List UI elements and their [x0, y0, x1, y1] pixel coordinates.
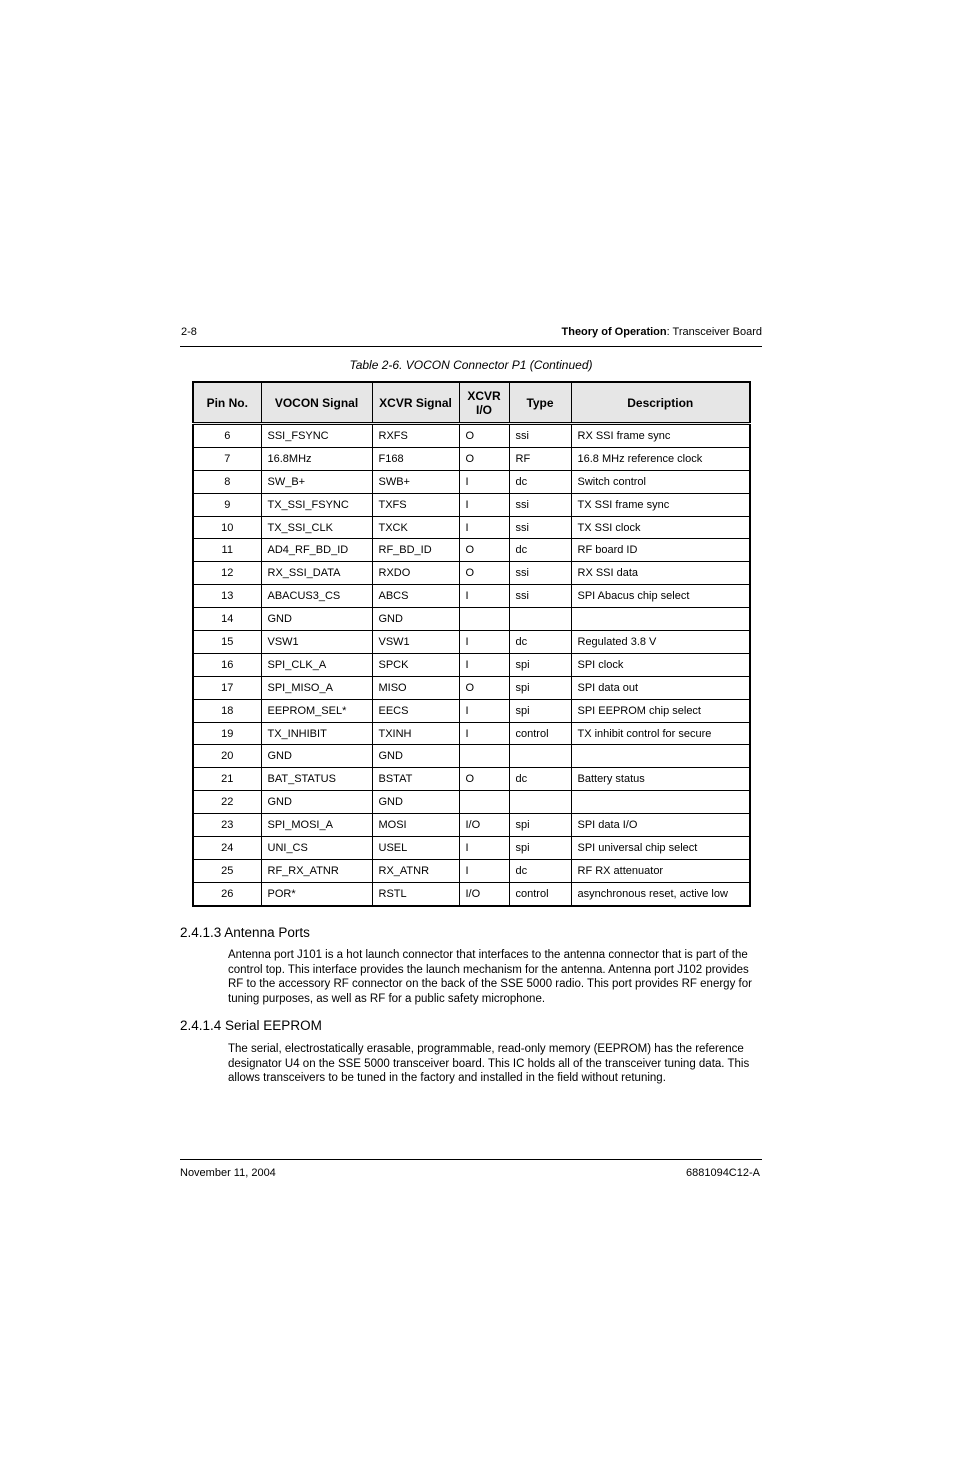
xcvr-io-cell: O: [459, 676, 509, 699]
vocon-signal-cell: VSW1: [261, 631, 372, 654]
pin-no-cell: 17: [193, 676, 261, 699]
table-row: [193, 447, 750, 470]
type-cell: spi: [509, 699, 571, 722]
table-header-row: [193, 382, 750, 424]
pin-no-cell: 26: [193, 882, 261, 905]
xcvr-signal-cell: F168: [372, 447, 459, 470]
type-cell: control: [509, 722, 571, 745]
pin-no-cell: 11: [193, 539, 261, 562]
xcvr-io-cell: [459, 791, 509, 814]
pin-no-cell: 12: [193, 562, 261, 585]
xcvr-io-cell: I/O: [459, 814, 509, 837]
xcvr-io-cell: I: [459, 585, 509, 608]
xcvr-signal-cell: ABCS: [372, 585, 459, 608]
description-cell: Battery status: [571, 768, 750, 791]
pin-no-cell: 18: [193, 699, 261, 722]
footer-rule: [180, 1159, 762, 1160]
running-header: [562, 326, 763, 338]
section-body-antenna-ports: Antenna port J101 is a hot launch connector that interfaces to the antenna connector that is part of the control top. This interface provides the launch mechanism for the antenna. Antenna port J102 provides RF to the accessory RF connector on the back of the SSE 5000 radio. This port provides RF energy for tuning purposes, as well as RF for a public safety microphone.: [228, 949, 752, 1006]
vocon-signal-cell: TX_SSI_FSYNC: [261, 493, 372, 516]
vocon-signal-cell: RX_SSI_DATA: [261, 562, 372, 585]
type-cell: ssi: [509, 585, 571, 608]
type-cell: spi: [509, 676, 571, 699]
xcvr-io-cell: [459, 608, 509, 631]
pin-no-cell: 21: [193, 768, 261, 791]
type-cell: ssi: [509, 424, 571, 448]
col-header-description: Description: [571, 382, 750, 424]
xcvr-signal-cell: TXFS: [372, 493, 459, 516]
table-row: [193, 676, 750, 699]
xcvr-signal-cell: MISO: [372, 676, 459, 699]
pin-no-cell: 14: [193, 608, 261, 631]
xcvr-signal-cell: RXDO: [372, 562, 459, 585]
type-cell: ssi: [509, 493, 571, 516]
col-header-xcvr-signal: XCVR Signal: [372, 382, 459, 424]
pin-no-cell: 22: [193, 791, 261, 814]
description-cell: TX SSI frame sync: [571, 493, 750, 516]
vocon-signal-cell: GND: [261, 791, 372, 814]
xcvr-signal-cell: USEL: [372, 837, 459, 860]
type-cell: dc: [509, 539, 571, 562]
vocon-signal-cell: SSI_FSYNC: [261, 424, 372, 448]
vocon-signal-cell: 16.8MHz: [261, 447, 372, 470]
description-cell: SPI EEPROM chip select: [571, 699, 750, 722]
vocon-signal-cell: UNI_CS: [261, 837, 372, 860]
section-body-serial-eeprom: The serial, electrostatically erasable, programmable, read-only memory (EEPROM) has the reference designator U4 on the SSE 5000 transceiver board. This IC holds all of the transceiver tuning data. This allows transceivers to be tuned in the factory and installed in the field without retuning.: [228, 1043, 750, 1085]
footer-date: November 11, 2004: [180, 1167, 276, 1179]
pin-no-cell: 15: [193, 631, 261, 654]
vocon-signal-cell: RF_RX_ATNR: [261, 859, 372, 882]
vocon-signal-cell: BAT_STATUS: [261, 768, 372, 791]
vocon-signal-cell: EEPROM_SEL*: [261, 699, 372, 722]
pin-no-cell: 24: [193, 837, 261, 860]
description-cell: SPI data I/O: [571, 814, 750, 837]
xcvr-io-cell: O: [459, 424, 509, 448]
col-header-xcvr-io: XCVR I/O: [459, 382, 509, 424]
xcvr-io-cell: I/O: [459, 882, 509, 905]
xcvr-signal-cell: TXCK: [372, 516, 459, 539]
vocon-signal-cell: SW_B+: [261, 470, 372, 493]
table-row: [193, 814, 750, 837]
xcvr-signal-cell: TXINH: [372, 722, 459, 745]
xcvr-io-cell: [459, 745, 509, 768]
section-heading-antenna-ports: 2.4.1.3 Antenna Ports: [180, 925, 310, 940]
pin-no-cell: 20: [193, 745, 261, 768]
table-row: [193, 516, 750, 539]
xcvr-io-cell: I: [459, 722, 509, 745]
description-cell: RX SSI frame sync: [571, 424, 750, 448]
description-cell: TX SSI clock: [571, 516, 750, 539]
table-row: [193, 470, 750, 493]
type-cell: dc: [509, 470, 571, 493]
vocon-signal-cell: TX_INHIBIT: [261, 722, 372, 745]
description-cell: [571, 745, 750, 768]
type-cell: control: [509, 882, 571, 905]
type-cell: RF: [509, 447, 571, 470]
xcvr-io-cell: O: [459, 562, 509, 585]
running-header-subsection: : Transceiver Board: [666, 326, 762, 338]
table-row: [193, 768, 750, 791]
xcvr-io-cell: I: [459, 516, 509, 539]
xcvr-signal-cell: BSTAT: [372, 768, 459, 791]
description-cell: [571, 791, 750, 814]
pin-no-cell: 25: [193, 859, 261, 882]
table-row: [193, 722, 750, 745]
vocon-signal-cell: SPI_MISO_A: [261, 676, 372, 699]
description-cell: TX inhibit control for secure: [571, 722, 750, 745]
xcvr-signal-cell: SWB+: [372, 470, 459, 493]
pin-no-cell: 19: [193, 722, 261, 745]
table-row: [193, 424, 750, 448]
table-row: [193, 837, 750, 860]
table-row: [193, 653, 750, 676]
vocon-connector-table: [192, 381, 751, 907]
xcvr-signal-cell: RF_BD_ID: [372, 539, 459, 562]
type-cell: [509, 791, 571, 814]
xcvr-signal-cell: RX_ATNR: [372, 859, 459, 882]
vocon-signal-cell: TX_SSI_CLK: [261, 516, 372, 539]
pin-no-cell: 23: [193, 814, 261, 837]
xcvr-io-cell: O: [459, 447, 509, 470]
table-row: [193, 699, 750, 722]
xcvr-io-cell: O: [459, 539, 509, 562]
description-cell: SPI clock: [571, 653, 750, 676]
table-row: [193, 585, 750, 608]
description-cell: SPI universal chip select: [571, 837, 750, 860]
type-cell: ssi: [509, 562, 571, 585]
xcvr-signal-cell: EECS: [372, 699, 459, 722]
vocon-signal-cell: SPI_MOSI_A: [261, 814, 372, 837]
xcvr-io-cell: I: [459, 653, 509, 676]
type-cell: dc: [509, 859, 571, 882]
pin-no-cell: 6: [193, 424, 261, 448]
type-cell: spi: [509, 837, 571, 860]
type-cell: dc: [509, 768, 571, 791]
type-cell: spi: [509, 814, 571, 837]
type-cell: spi: [509, 653, 571, 676]
table-row: [193, 562, 750, 585]
vocon-signal-cell: AD4_RF_BD_ID: [261, 539, 372, 562]
description-cell: 16.8 MHz reference clock: [571, 447, 750, 470]
vocon-signal-cell: POR*: [261, 882, 372, 905]
type-cell: [509, 745, 571, 768]
vocon-signal-cell: GND: [261, 745, 372, 768]
table-row: [193, 493, 750, 516]
xcvr-io-cell: I: [459, 493, 509, 516]
pin-no-cell: 13: [193, 585, 261, 608]
description-cell: asynchronous reset, active low: [571, 882, 750, 905]
xcvr-io-cell: I: [459, 837, 509, 860]
xcvr-io-cell: I: [459, 631, 509, 654]
description-cell: [571, 608, 750, 631]
description-cell: Switch control: [571, 470, 750, 493]
table-row: [193, 608, 750, 631]
table-row: [193, 631, 750, 654]
header-rule: [180, 346, 762, 347]
table-row: [193, 745, 750, 768]
xcvr-signal-cell: RSTL: [372, 882, 459, 905]
vocon-signal-cell: SPI_CLK_A: [261, 653, 372, 676]
table-row: [193, 859, 750, 882]
description-cell: Regulated 3.8 V: [571, 631, 750, 654]
running-header-section: Theory of Operation: [561, 326, 667, 338]
description-cell: SPI Abacus chip select: [571, 585, 750, 608]
xcvr-io-cell: I: [459, 859, 509, 882]
table-caption: Table 2-6. VOCON Connector P1 (Continued): [349, 358, 593, 372]
xcvr-io-cell: I: [459, 699, 509, 722]
xcvr-io-cell: I: [459, 470, 509, 493]
vocon-signal-cell: GND: [261, 608, 372, 631]
footer-doc-number: 6881094C12-A: [685, 1167, 760, 1179]
xcvr-signal-cell: MOSI: [372, 814, 459, 837]
type-cell: ssi: [509, 516, 571, 539]
xcvr-signal-cell: GND: [372, 745, 459, 768]
table-body: [193, 424, 750, 906]
pin-no-cell: 16: [193, 653, 261, 676]
xcvr-signal-cell: VSW1: [372, 631, 459, 654]
col-header-type: Type: [509, 382, 571, 424]
pin-no-cell: 9: [193, 493, 261, 516]
description-cell: RF board ID: [571, 539, 750, 562]
pin-no-cell: 8: [193, 470, 261, 493]
type-cell: dc: [509, 631, 571, 654]
section-heading-serial-eeprom: 2.4.1.4 Serial EEPROM: [180, 1018, 322, 1033]
description-cell: SPI data out: [571, 676, 750, 699]
xcvr-signal-cell: SPCK: [372, 653, 459, 676]
pin-no-cell: 7: [193, 447, 261, 470]
xcvr-io-cell: O: [459, 768, 509, 791]
xcvr-signal-cell: GND: [372, 608, 459, 631]
table-row: [193, 791, 750, 814]
description-cell: RF RX attenuator: [571, 859, 750, 882]
type-cell: [509, 608, 571, 631]
xcvr-signal-cell: GND: [372, 791, 459, 814]
vocon-signal-cell: ABACUS3_CS: [261, 585, 372, 608]
pin-no-cell: 10: [193, 516, 261, 539]
description-cell: RX SSI data: [571, 562, 750, 585]
table-row: [193, 539, 750, 562]
col-header-vocon-signal: VOCON Signal: [261, 382, 372, 424]
table-row: [193, 882, 750, 905]
col-header-pin-no: Pin No.: [193, 382, 261, 424]
xcvr-signal-cell: RXFS: [372, 424, 459, 448]
page-number: 2-8: [181, 326, 197, 338]
